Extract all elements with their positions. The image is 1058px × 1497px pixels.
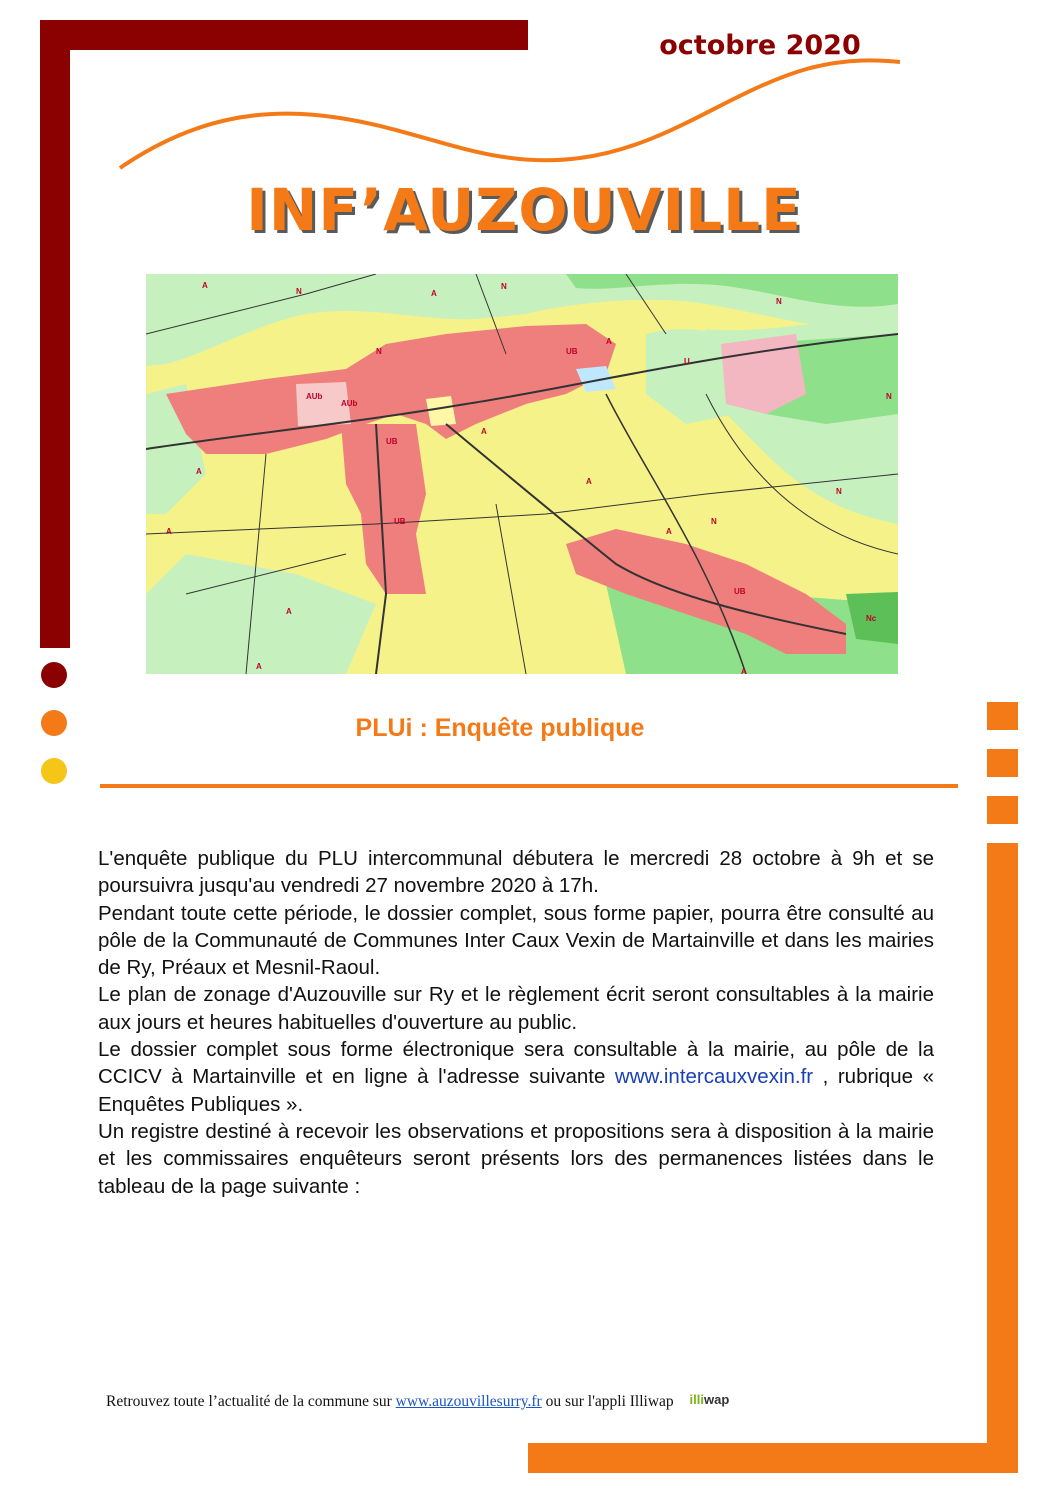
paragraph-enquiry-dates: L'enquête publique du PLU intercommunal débutera le mercredi 28 octobre à 9h et se poursuivra jusqu'au vendredi 27 novembre 2020 à 17h. [98,847,934,898]
map-label: A [666,527,672,536]
map-label: Nc [866,614,877,623]
map-label: A [166,527,172,536]
footer: Retrouvez toute l’actualité de la commune sur www.auzouvillesurry.fr ou sur l'appli Illiwap illiwap [106,1392,730,1410]
orange-square [987,702,1018,730]
map-label: A [431,289,437,298]
issue-date: octobre 2020 [659,30,861,61]
map-label: N [776,297,782,306]
map-label: UB [386,437,398,446]
right-frame-bar [987,843,1018,1473]
heading-divider [100,784,958,788]
map-label: U [684,357,690,366]
article-body [98,845,934,1200]
map-label: A [586,477,592,486]
left-frame-bar [40,20,70,648]
commune-website-link[interactable]: www.auzouvillesurry.fr [395,1393,542,1410]
map-label: A [606,337,612,346]
map-label: A [256,662,262,671]
illiwap-logo: illiwap [689,1392,730,1407]
map-label: A [196,467,202,476]
map-label: A [481,427,487,436]
zoning-map [146,274,898,674]
map-label: UB [734,587,746,596]
bottom-frame-bar [528,1443,1018,1473]
article-heading: PLUi : Enquête publique [355,714,645,742]
intercauxvexin-link[interactable]: www.intercauxvexin.fr [614,1065,814,1089]
paragraph-paper-file: Pendant toute cette période, le dossier complet, sous forme papier, pourra être consulté au pôle de la Communauté de Communes Inter Caux Vexin de Martainville et dans les mairies de Ry, Préaux et Mesnil-Raoul. [98,901,934,980]
paragraph-electronic-file: Le dossier complet sous forme électronique sera consultable à la mairie, au pôle de la CCICV à Martainville et en ligne à l'adresse suivante www.intercauxvexin.fr , rubrique « Enquêtes Publiques ». [98,1038,934,1116]
paragraph-register: Un registre destiné à recevoir les observations et propositions sera à disposition à la mairie et les commissaires enquêteurs seront présents lors des permanences listées dans le tableau de la page suivante : [98,1119,934,1198]
map-label: A [286,607,292,616]
orange-square [987,796,1018,824]
map-label: AUb [306,392,323,401]
map-label: UB [566,347,578,356]
map-label: A [202,281,208,290]
top-frame-bar [40,20,528,50]
red-dot [41,662,67,688]
map-label: N [376,347,382,356]
map-label: A [741,667,747,674]
paragraph-zoning-plan: Le plan de zonage d'Auzouville sur Ry et le règlement écrit seront consultables à la mairie aux jours et heures habituelles d'ouverture au public. [98,983,934,1034]
map-label: N [886,392,892,401]
newsletter-title: INF’AUZOUVILLE [246,176,802,244]
map-label: N [836,487,842,496]
orange-wave-decoration [110,50,910,180]
map-label: UB [394,517,406,526]
map-label: AUb [341,399,358,408]
map-label: N [711,517,717,526]
map-label: N [501,282,507,291]
yellow-dot [41,758,67,784]
orange-square [987,749,1018,777]
map-label: N [296,287,302,296]
orange-dot [41,710,67,736]
